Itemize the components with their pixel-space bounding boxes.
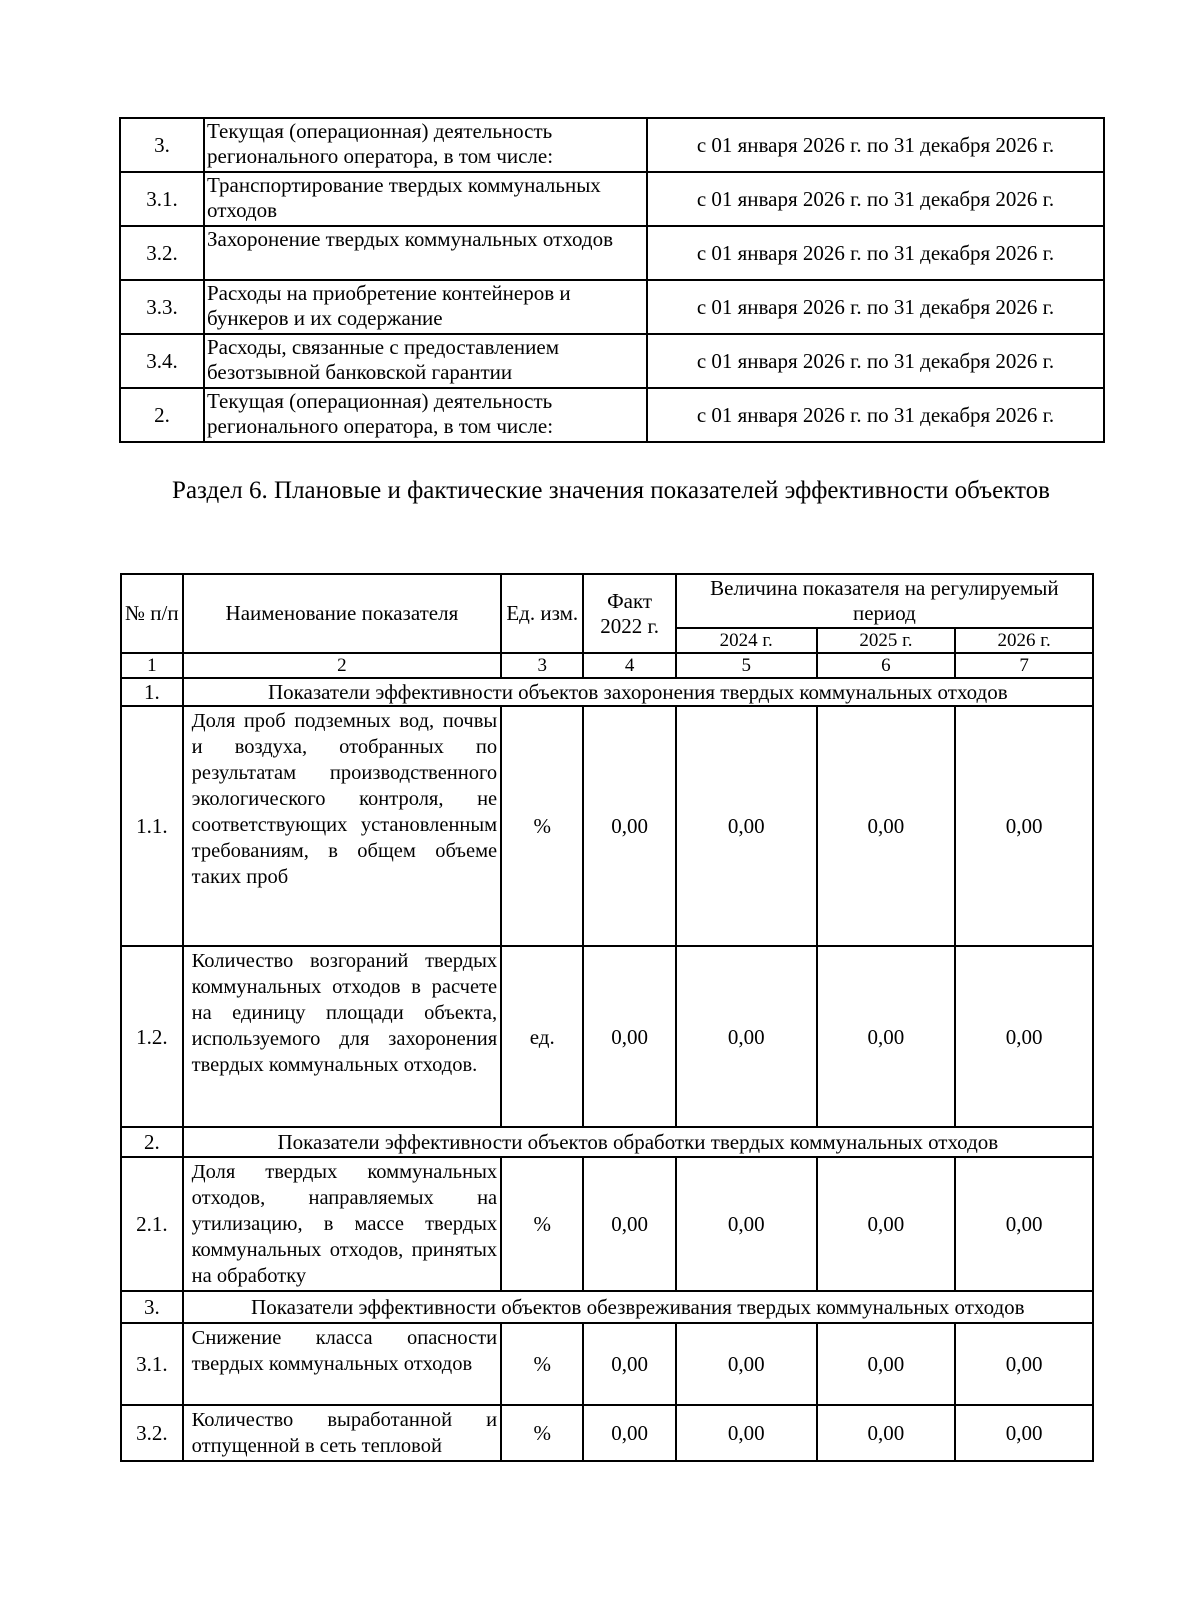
indicator-2025: 0,00: [817, 706, 956, 946]
indicator-2024: 0,00: [676, 1323, 817, 1405]
group-number: 2.: [121, 1127, 183, 1157]
row-name: Расходы на приобретение контейнеров и бункеров и их содержание: [204, 280, 647, 334]
header-period: Величина показателя на регулируемый период: [676, 574, 1093, 628]
group-row: [121, 678, 1093, 706]
header-year-2026: 2026 г.: [955, 628, 1093, 653]
table-row: [121, 1405, 1093, 1461]
indicator-2025: 0,00: [817, 1323, 956, 1405]
group-title: Показатели эффективности объектов захоронения твердых коммунальных отходов: [183, 678, 1093, 706]
col-number: 5: [676, 653, 817, 678]
indicator-2026: 0,00: [955, 1323, 1093, 1405]
row-number: 1.2.: [121, 946, 183, 1127]
indicator-fact: 0,00: [583, 706, 675, 946]
header-row: [121, 574, 1093, 628]
table-row: [120, 172, 1104, 226]
row-number: 3.: [120, 118, 204, 172]
table-row: [120, 280, 1104, 334]
col-number: 3: [501, 653, 583, 678]
indicator-2025: 0,00: [817, 946, 956, 1127]
indicator-2026: 0,00: [955, 946, 1093, 1127]
header-year-2024: 2024 г.: [676, 628, 817, 653]
indicator-2024: 0,00: [676, 1157, 817, 1291]
indicator-fact: 0,00: [583, 1323, 675, 1405]
group-row: [121, 1127, 1093, 1157]
table-row: [121, 1157, 1093, 1291]
row-number: 3.2.: [120, 226, 204, 280]
row-name: Захоронение твердых коммунальных отходов: [204, 226, 647, 280]
row-number: 3.4.: [120, 334, 204, 388]
row-name: Транспортирование твердых коммунальных отходов: [204, 172, 647, 226]
table-row: [120, 118, 1104, 172]
indicator-fact: 0,00: [583, 1157, 675, 1291]
section-title: Раздел 6. Плановые и фактические значения показателей эффективности объектов: [172, 477, 1050, 504]
indicator-fact: 0,00: [583, 946, 675, 1127]
table-row: [121, 1323, 1093, 1405]
table-row: [120, 334, 1104, 388]
row-period: с 01 января 2026 г. по 31 декабря 2026 г.: [647, 172, 1104, 226]
row-period: с 01 января 2026 г. по 31 декабря 2026 г.: [647, 280, 1104, 334]
table-row: [121, 706, 1093, 946]
col-number: 2: [183, 653, 502, 678]
row-name: Текущая (операционная) деятельность регионального оператора, в том числе:: [204, 118, 647, 172]
table-row: [121, 946, 1093, 1127]
indicator-2024: 0,00: [676, 1405, 817, 1461]
col-number: 4: [583, 653, 675, 678]
row-name: Текущая (операционная) деятельность регионального оператора, в том числе:: [204, 388, 647, 442]
header-name: Наименование показателя: [183, 574, 502, 653]
row-number: 3.1.: [121, 1323, 183, 1405]
indicator-name: Доля твердых коммунальных отходов, направляемых на утилизацию, в массе твердых коммунальных отходов, принятых на обработку: [183, 1157, 502, 1291]
row-number: 3.2.: [121, 1405, 183, 1461]
indicator-unit: %: [501, 706, 583, 946]
row-period: с 01 января 2026 г. по 31 декабря 2026 г.: [647, 388, 1104, 442]
row-number: 1.1.: [121, 706, 183, 946]
indicator-2024: 0,00: [676, 946, 817, 1127]
group-number: 3.: [121, 1291, 183, 1323]
header-year-2025: 2025 г.: [817, 628, 956, 653]
header-unit: Ед. изм.: [501, 574, 583, 653]
indicator-unit: %: [501, 1405, 583, 1461]
indicator-unit: ед.: [501, 946, 583, 1127]
header-fact: Факт 2022 г.: [583, 574, 675, 653]
indicator-name: Снижение класса опасности твердых коммунальных отходов: [183, 1323, 502, 1405]
column-numbers-row: [121, 653, 1093, 678]
col-number: 6: [817, 653, 956, 678]
indicator-unit: %: [501, 1323, 583, 1405]
row-number: 3.1.: [120, 172, 204, 226]
indicator-name: Количество выработанной и отпущенной в сеть тепловой: [183, 1405, 502, 1461]
row-name: Расходы, связанные с предоставлением безотзывной банковской гарантии: [204, 334, 647, 388]
indicator-name: Доля проб подземных вод, почвы и воздуха, отобранных по результатам производственного экологического контроля, не соответствующих установленным требованиям, в общем объеме таких проб: [183, 706, 502, 946]
periods-table: [119, 117, 1105, 443]
group-number: 1.: [121, 678, 183, 706]
group-title: Показатели эффективности объектов обезвреживания твердых коммунальных отходов: [183, 1291, 1093, 1323]
row-number: 2.1.: [121, 1157, 183, 1291]
indicator-unit: %: [501, 1157, 583, 1291]
indicator-name: Количество возгораний твердых коммунальных отходов в расчете на единицу площади объекта, используемого для захоронения твердых коммунальных отходов.: [183, 946, 502, 1127]
indicator-2024: 0,00: [676, 706, 817, 946]
indicator-fact: 0,00: [583, 1405, 675, 1461]
indicator-2025: 0,00: [817, 1157, 956, 1291]
indicators-table: [120, 573, 1094, 1462]
row-period: с 01 января 2026 г. по 31 декабря 2026 г.: [647, 334, 1104, 388]
header-num: № п/п: [121, 574, 183, 653]
group-title: Показатели эффективности объектов обработки твердых коммунальных отходов: [183, 1127, 1093, 1157]
indicator-2026: 0,00: [955, 1405, 1093, 1461]
indicator-2025: 0,00: [817, 1405, 956, 1461]
col-number: 1: [121, 653, 183, 678]
indicator-2026: 0,00: [955, 1157, 1093, 1291]
indicator-2026: 0,00: [955, 706, 1093, 946]
row-period: с 01 января 2026 г. по 31 декабря 2026 г.: [647, 226, 1104, 280]
table-row: [120, 226, 1104, 280]
table-row: [120, 388, 1104, 442]
row-number: 2.: [120, 388, 204, 442]
row-number: 3.3.: [120, 280, 204, 334]
row-period: с 01 января 2026 г. по 31 декабря 2026 г.: [647, 118, 1104, 172]
group-row: [121, 1291, 1093, 1323]
col-number: 7: [955, 653, 1093, 678]
